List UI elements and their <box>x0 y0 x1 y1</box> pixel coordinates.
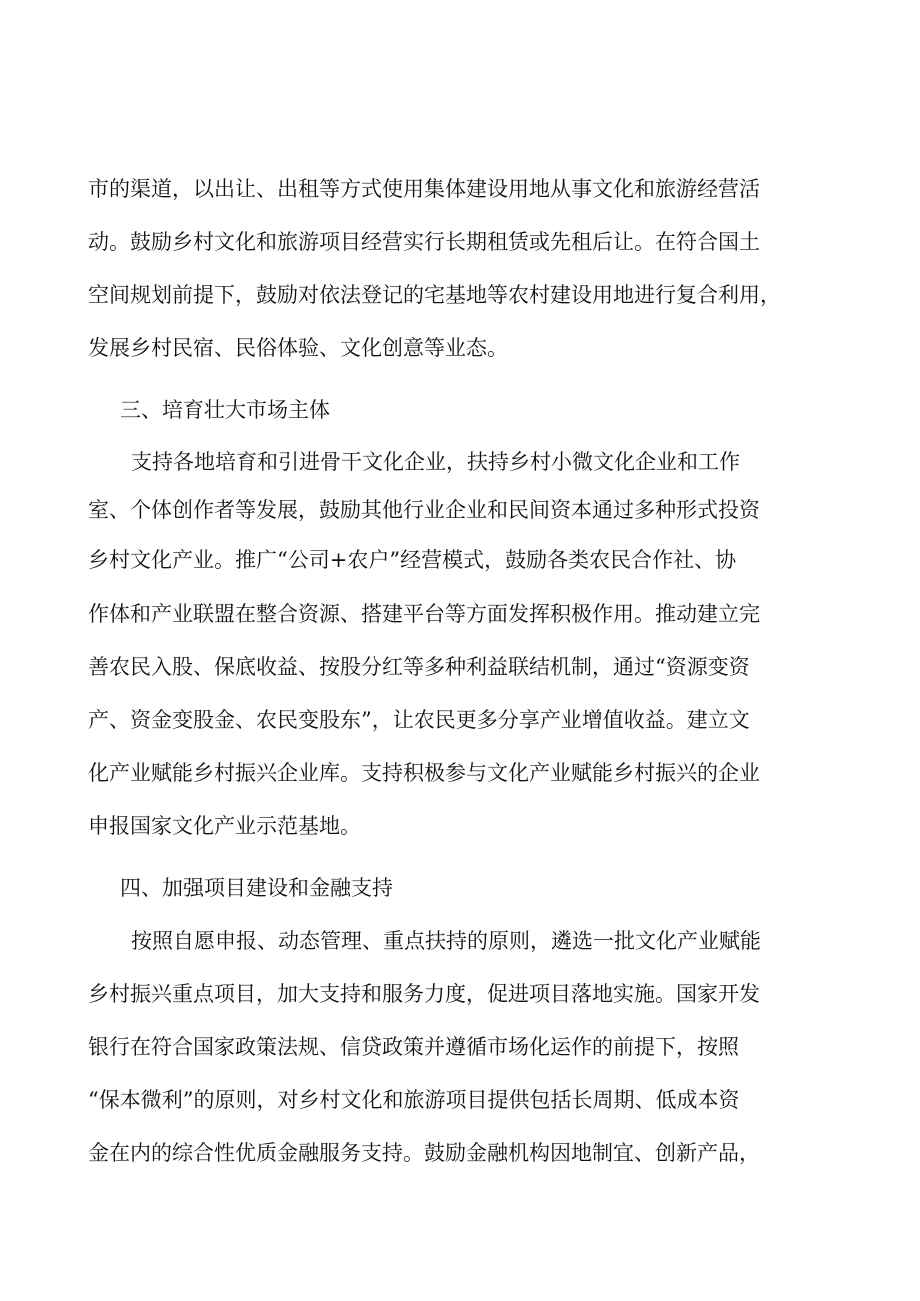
paragraph-line: “保本微利”的原则，对乡村文化和旅游项目提供包括长周期、低成本资 <box>88 1088 740 1112</box>
paragraph-line: 申报国家文化产业示范基地。 <box>88 814 361 838</box>
paragraph-line: 空间规划前提下，鼓励对依法登记的宅基地等农村建设用地进行复合利用， <box>88 283 781 307</box>
paragraph-line: 金在内的综合性优质金融服务支持。鼓励金融机构因地制宜、创新产品， <box>88 1141 760 1165</box>
paragraph-line: 支持各地培育和引进骨干文化企业，扶持乡村小微文化企业和工作 <box>131 450 740 474</box>
paragraph-line: 室、个体创作者等发展，鼓励其他行业企业和民间资本通过多种形式投资 <box>88 498 760 522</box>
section-heading: 四、加强项目建设和金融支持 <box>120 876 393 900</box>
paragraph-line: 作体和产业联盟在整合资源、搭建平台等方面发挥积极作用。推动建立完 <box>88 602 760 626</box>
paragraph-line: 发展乡村民宿、民俗体验、文化创意等业态。 <box>88 336 508 360</box>
paragraph-line: 动。鼓励乡村文化和旅游项目经营实行长期租赁或先租后让。在符合国土 <box>88 230 760 254</box>
paragraph-line: 乡村文化产业。推广“公司+农户”经营模式，鼓励各类农民合作社、协 <box>88 548 737 572</box>
section-heading: 三、培育壮大市场主体 <box>120 398 330 422</box>
paragraph-line: 产、资金变股金、农民变股东”，让农民更多分享产业增值收益。建立文 <box>88 708 750 732</box>
paragraph-line: 化产业赋能乡村振兴企业库。支持积极参与文化产业赋能乡村振兴的企业 <box>88 761 760 785</box>
paragraph-line: 按照自愿申报、动态管理、重点扶持的原则，遴选一批文化产业赋能 <box>131 929 761 953</box>
paragraph-line: 银行在符合国家政策法规、信贷政策并遵循市场化运作的前提下，按照 <box>88 1035 739 1059</box>
paragraph-line: 市的渠道，以出让、出租等方式使用集体建设用地从事文化和旅游经营活 <box>88 177 760 201</box>
paragraph-line: 善农民入股、保底收益、按股分红等多种利益联结机制，通过“资源变资 <box>88 655 750 679</box>
paragraph-line: 乡村振兴重点项目，加大支持和服务力度，促进项目落地实施。国家开发 <box>88 982 760 1006</box>
